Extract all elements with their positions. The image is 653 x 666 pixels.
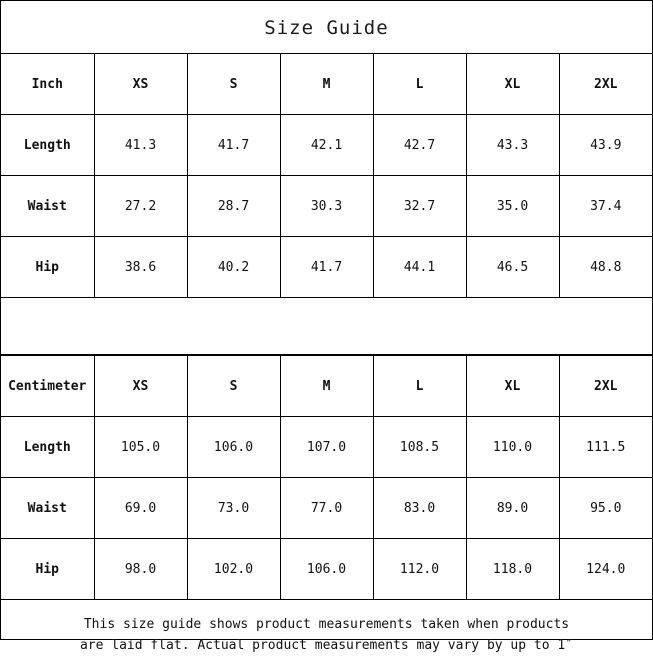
column-header-l: L bbox=[373, 356, 466, 417]
table-row bbox=[1, 176, 652, 237]
cell-length-2xl: 43.9 bbox=[559, 115, 652, 176]
cell-hip-s: 40.2 bbox=[187, 237, 280, 298]
cell-length-s: 41.7 bbox=[187, 115, 280, 176]
cell-hip-m: 106.0 bbox=[280, 539, 373, 600]
table-row bbox=[1, 237, 652, 298]
cell-length-xl: 110.0 bbox=[466, 417, 559, 478]
cell-hip-s: 102.0 bbox=[187, 539, 280, 600]
cell-waist-2xl: 37.4 bbox=[559, 176, 652, 237]
column-header-xs: XS bbox=[94, 356, 187, 417]
size-guide-note bbox=[1, 600, 652, 666]
column-header-m: M bbox=[280, 356, 373, 417]
size-table-inch bbox=[1, 53, 652, 298]
cell-length-l: 42.7 bbox=[373, 115, 466, 176]
column-header-s: S bbox=[187, 54, 280, 115]
cell-length-m: 107.0 bbox=[280, 417, 373, 478]
cell-waist-xl: 89.0 bbox=[466, 478, 559, 539]
cell-waist-2xl: 95.0 bbox=[559, 478, 652, 539]
size-table-centimeter bbox=[1, 355, 652, 600]
column-header-s: S bbox=[187, 356, 280, 417]
cell-hip-2xl: 48.8 bbox=[559, 237, 652, 298]
column-header-xl: XL bbox=[466, 356, 559, 417]
column-header-l: L bbox=[373, 54, 466, 115]
column-header-2xl: 2XL bbox=[559, 356, 652, 417]
cell-hip-2xl: 124.0 bbox=[559, 539, 652, 600]
row-label-waist: Waist bbox=[1, 478, 94, 539]
cell-waist-m: 77.0 bbox=[280, 478, 373, 539]
cell-hip-xs: 38.6 bbox=[94, 237, 187, 298]
unit-label-centimeter: Centimeter bbox=[1, 356, 94, 417]
row-label-hip: Hip bbox=[1, 237, 94, 298]
row-label-length: Length bbox=[1, 417, 94, 478]
table-row bbox=[1, 417, 652, 478]
row-label-waist: Waist bbox=[1, 176, 94, 237]
cell-length-xs: 41.3 bbox=[94, 115, 187, 176]
cell-length-s: 106.0 bbox=[187, 417, 280, 478]
table-header-row bbox=[1, 356, 652, 417]
cell-hip-l: 44.1 bbox=[373, 237, 466, 298]
row-label-length: Length bbox=[1, 115, 94, 176]
table-row bbox=[1, 115, 652, 176]
size-table-inch-body bbox=[1, 115, 652, 298]
cell-waist-l: 83.0 bbox=[373, 478, 466, 539]
cell-waist-l: 32.7 bbox=[373, 176, 466, 237]
size-table-centimeter-head bbox=[1, 356, 652, 417]
column-header-2xl: 2XL bbox=[559, 54, 652, 115]
table-separator bbox=[1, 298, 652, 355]
page-title: Size Guide bbox=[264, 17, 389, 39]
cell-hip-m: 41.7 bbox=[280, 237, 373, 298]
row-label-hip: Hip bbox=[1, 539, 94, 600]
cell-length-l: 108.5 bbox=[373, 417, 466, 478]
cell-waist-xl: 35.0 bbox=[466, 176, 559, 237]
size-table-inch-head bbox=[1, 54, 652, 115]
cell-waist-xs: 69.0 bbox=[94, 478, 187, 539]
cell-waist-xs: 27.2 bbox=[94, 176, 187, 237]
note-line-1: This size guide shows product measurements taken when products bbox=[83, 617, 570, 632]
cell-hip-xl: 118.0 bbox=[466, 539, 559, 600]
cell-waist-m: 30.3 bbox=[280, 176, 373, 237]
column-header-m: M bbox=[280, 54, 373, 115]
cell-length-xl: 43.3 bbox=[466, 115, 559, 176]
table-row bbox=[1, 539, 652, 600]
table-header-row bbox=[1, 54, 652, 115]
note-line-2: are laid flat. Actual product measurements may vary by up to 1″ bbox=[79, 638, 574, 653]
cell-hip-xl: 46.5 bbox=[466, 237, 559, 298]
size-table-centimeter-body bbox=[1, 417, 652, 600]
cell-waist-s: 28.7 bbox=[187, 176, 280, 237]
cell-length-2xl: 111.5 bbox=[559, 417, 652, 478]
cell-length-xs: 105.0 bbox=[94, 417, 187, 478]
cell-waist-s: 73.0 bbox=[187, 478, 280, 539]
table-row bbox=[1, 478, 652, 539]
cell-hip-l: 112.0 bbox=[373, 539, 466, 600]
column-header-xl: XL bbox=[466, 54, 559, 115]
cell-hip-xs: 98.0 bbox=[94, 539, 187, 600]
cell-length-m: 42.1 bbox=[280, 115, 373, 176]
column-header-xs: XS bbox=[94, 54, 187, 115]
unit-label-inch: Inch bbox=[1, 54, 94, 115]
